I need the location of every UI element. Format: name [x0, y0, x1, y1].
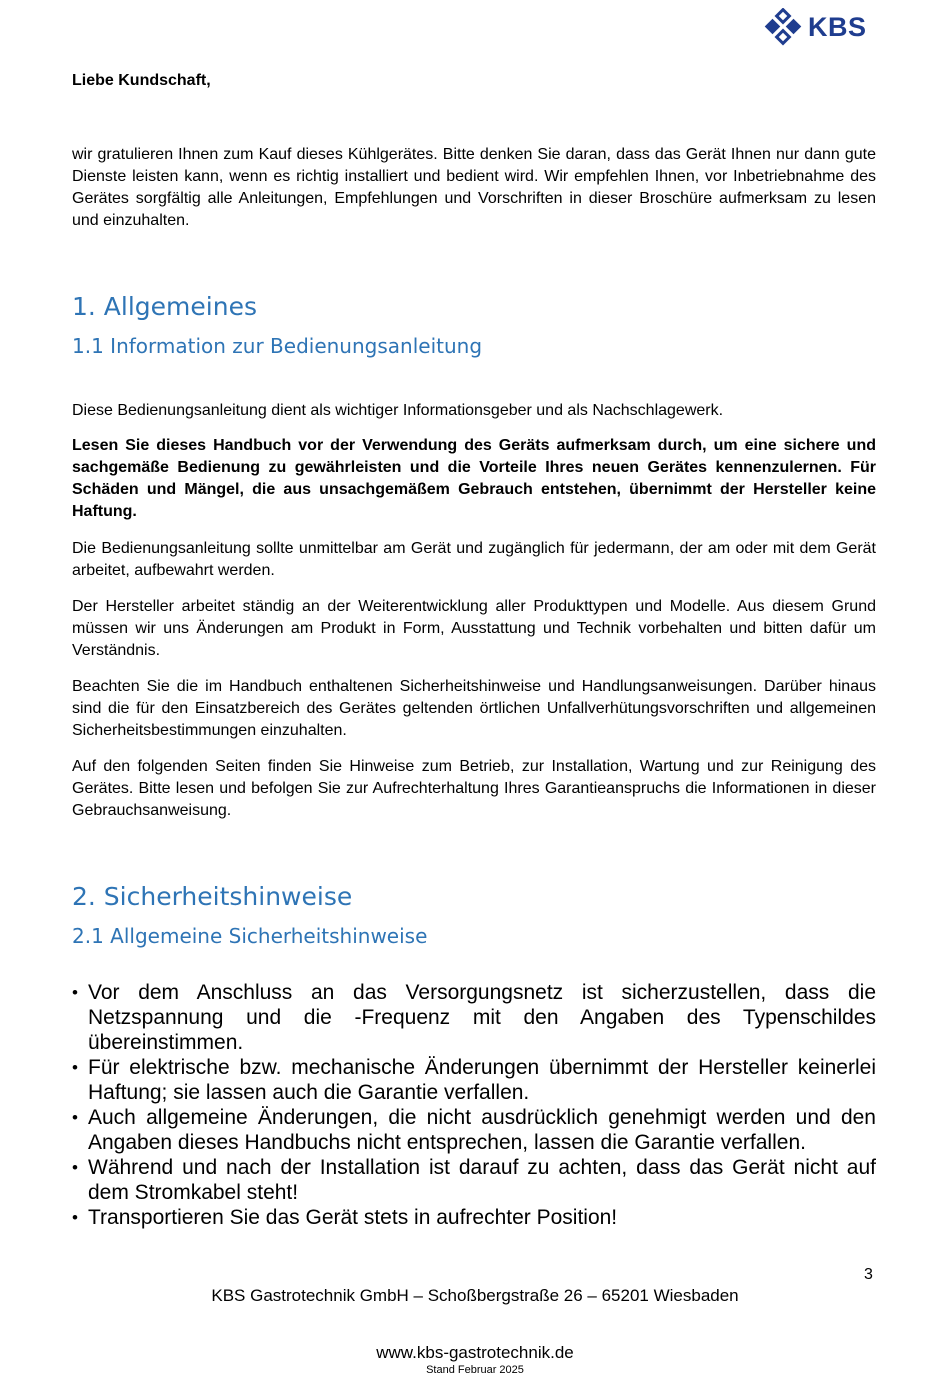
safety-bullet-item: • Für elektrische bzw. mechanische Änderungen übernimmt der Hersteller keinerlei Haftung; sie lassen auch die Garantie verfallen. — [72, 1055, 876, 1105]
safety-bullet-list — [72, 980, 876, 1230]
section-1-paragraph-4: Der Hersteller arbeitet ständig an der Weiterentwicklung aller Produkttypen und Modelle. Aus diesem Grund müssen wir uns Änderungen am Produkt in Form, Ausstattung und Technik vorbehalten und bitten dafür um Verständnis. — [72, 598, 876, 659]
footer-date: Stand Februar 2025 — [426, 1364, 524, 1376]
section-1-heading: 1. Allgemeines — [72, 292, 257, 321]
section-1-1-subheading: 1.1 Information zur Bedienungsanleitung — [72, 334, 483, 358]
section-1-paragraph-2: Lesen Sie dieses Handbuch vor der Verwendung des Geräts aufmerksam durch, um eine sichere und sachgemäße Bedienung zu gewährleisten und die Vorteile Ihres neuen Gerätes kennenzulernen. Für Schäden und Mängel, die aus unsachgemäßem Gebrauch entstehen, übernimmt der Hersteller keine Haftung. — [72, 437, 876, 520]
section-1-paragraph-6: Auf den folgenden Seiten finden Sie Hinweise zum Betrieb, zur Installation, Wartung und zur Reinigung des Gerätes. Bitte lesen und befolgen Sie zur Aufrechterhaltung Ihres Garantieanspruchs die Informationen in dieser Gebrauchsanweisung. — [72, 758, 876, 819]
safety-bullet-item: • Transportieren Sie das Gerät stets in aufrechter Position! — [72, 1205, 876, 1230]
footer-company-address: KBS Gastrotechnik GmbH – Schoßbergstraße 26 – 65201 Wiesbaden — [211, 1286, 739, 1305]
section-2-heading: 2. Sicherheitshinweise — [72, 882, 353, 911]
page-number: 3 — [864, 1266, 873, 1283]
section-1-paragraph-3: Die Bedienungsanleitung sollte unmittelbar am Gerät und zugänglich für jedermann, der am oder mit dem Gerät arbeitet, aufbewahrt werden. — [72, 540, 876, 579]
safety-bullet-item: • Während und nach der Installation ist darauf zu achten, dass das Gerät nicht auf dem Stromkabel steht! — [72, 1155, 876, 1205]
footer-website: www.kbs-gastrotechnik.de — [376, 1343, 574, 1362]
kbs-logo-icon — [762, 8, 806, 52]
logo-text: KBS — [808, 12, 867, 42]
safety-bullet-item: • Vor dem Anschluss an das Versorgungsnetz ist sicherzustellen, dass die Netzspannung und die -Frequenz mit den Angaben des Typenschildes übereinstimmen. — [72, 980, 876, 1055]
section-2-1-subheading: 2.1 Allgemeine Sicherheitshinweise — [72, 924, 428, 948]
section-1-paragraph-5: Beachten Sie die im Handbuch enthaltenen Sicherheitshinweise und Handlungsanweisungen. Darüber hinaus sind die für den Einsatzbereich des Gerätes geltenden örtlichen Unfallverhütungsvorschriften und allgemeinen Sicherheitsbestimmungen einzuhalten. — [72, 678, 876, 739]
kbs-logo — [762, 8, 878, 52]
intro-paragraph: wir gratulieren Ihnen zum Kauf dieses Kühlgerätes. Bitte denken Sie daran, dass das Gerät Ihnen nur dann gute Dienste leisten kann, wenn es richtig installiert und bedient wird. Wir empfehlen Ihnen, vor Inbetriebnahme des Gerätes sorgfältig alle Anleitungen, Empfehlungen und Vorschriften in dieser Broschüre aufmerksam zu lesen und einzuhalten. — [72, 146, 876, 229]
section-1-paragraph-1: Diese Bedienungsanleitung dient als wichtiger Informationsgeber und als Nachschlagewerk. — [72, 402, 724, 419]
safety-bullet-item: • Auch allgemeine Änderungen, die nicht ausdrücklich genehmigt werden und den Angaben dieses Handbuchs nicht entsprechen, lassen die Garantie verfallen. — [72, 1105, 876, 1155]
greeting: Liebe Kundschaft, — [72, 72, 211, 89]
